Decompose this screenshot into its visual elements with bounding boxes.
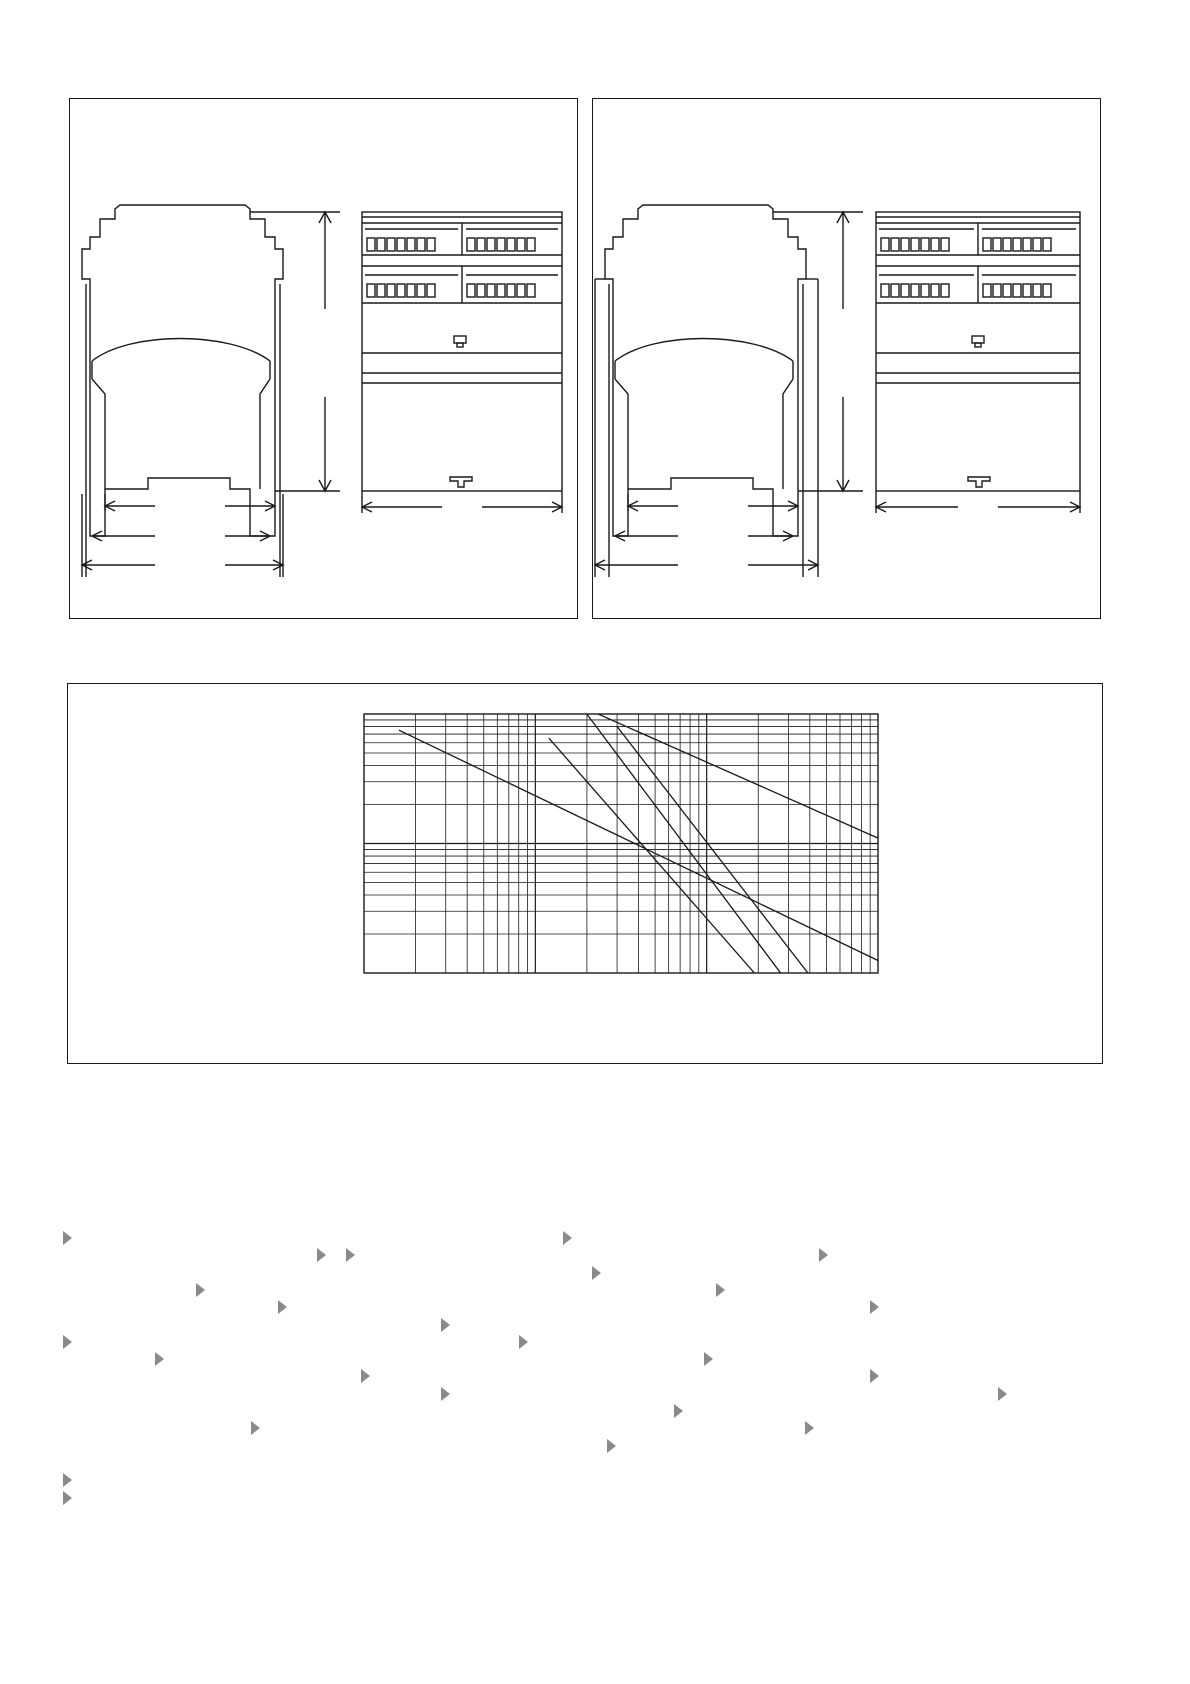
triangle-bullet-icon <box>563 1231 572 1245</box>
dimension-drawing-panel-left <box>69 98 578 619</box>
series-line-4 <box>549 738 755 973</box>
log-log-chart <box>68 684 1104 1065</box>
triangle-bullet-icon <box>819 1248 828 1262</box>
triangle-bullet-icon <box>674 1404 683 1418</box>
triangle-bullet-icon <box>998 1387 1007 1401</box>
triangle-bullet-icon <box>805 1421 814 1435</box>
triangle-bullet-icon <box>63 1473 72 1487</box>
triangle-bullet-icon <box>607 1439 616 1453</box>
dimension-drawing-svg <box>593 99 1102 620</box>
dimension-drawing-panel-right <box>592 98 1101 619</box>
dimension-arrow-vertical <box>250 212 340 491</box>
housing-side-cover <box>92 339 270 362</box>
triangle-bullet-icon <box>155 1352 164 1366</box>
front-view <box>876 212 1080 513</box>
triangle-bullet-icon <box>704 1352 713 1366</box>
triangle-bullet-icon <box>441 1318 450 1332</box>
triangle-bullet-icon <box>63 1231 72 1245</box>
triangle-bullet-icon <box>592 1266 601 1280</box>
front-view <box>362 212 562 513</box>
triangle-bullet-icon <box>441 1387 450 1401</box>
triangle-bullet-icon <box>278 1300 287 1314</box>
triangle-bullet-icon <box>63 1491 72 1505</box>
triangle-bullet-icon <box>196 1283 205 1297</box>
housing-side-outline <box>605 205 806 536</box>
triangle-bullet-icon <box>870 1300 879 1314</box>
triangle-bullet-icon <box>870 1369 879 1383</box>
triangle-bullet-icon <box>63 1335 72 1349</box>
triangle-bullet-icon <box>251 1421 260 1435</box>
dimension-drawing-svg <box>70 99 579 620</box>
housing-side-outline <box>82 205 283 536</box>
series-line-2 <box>575 704 878 838</box>
chart-panel <box>67 683 1103 1064</box>
triangle-bullet-icon <box>346 1248 355 1262</box>
triangle-bullet-icon <box>317 1248 326 1262</box>
triangle-bullet-icon <box>361 1369 370 1383</box>
triangle-bullet-icon <box>716 1283 725 1297</box>
housing-side-cover <box>615 339 793 362</box>
triangle-bullet-icon <box>519 1335 528 1349</box>
dimension-arrows-horizontal <box>82 494 283 577</box>
